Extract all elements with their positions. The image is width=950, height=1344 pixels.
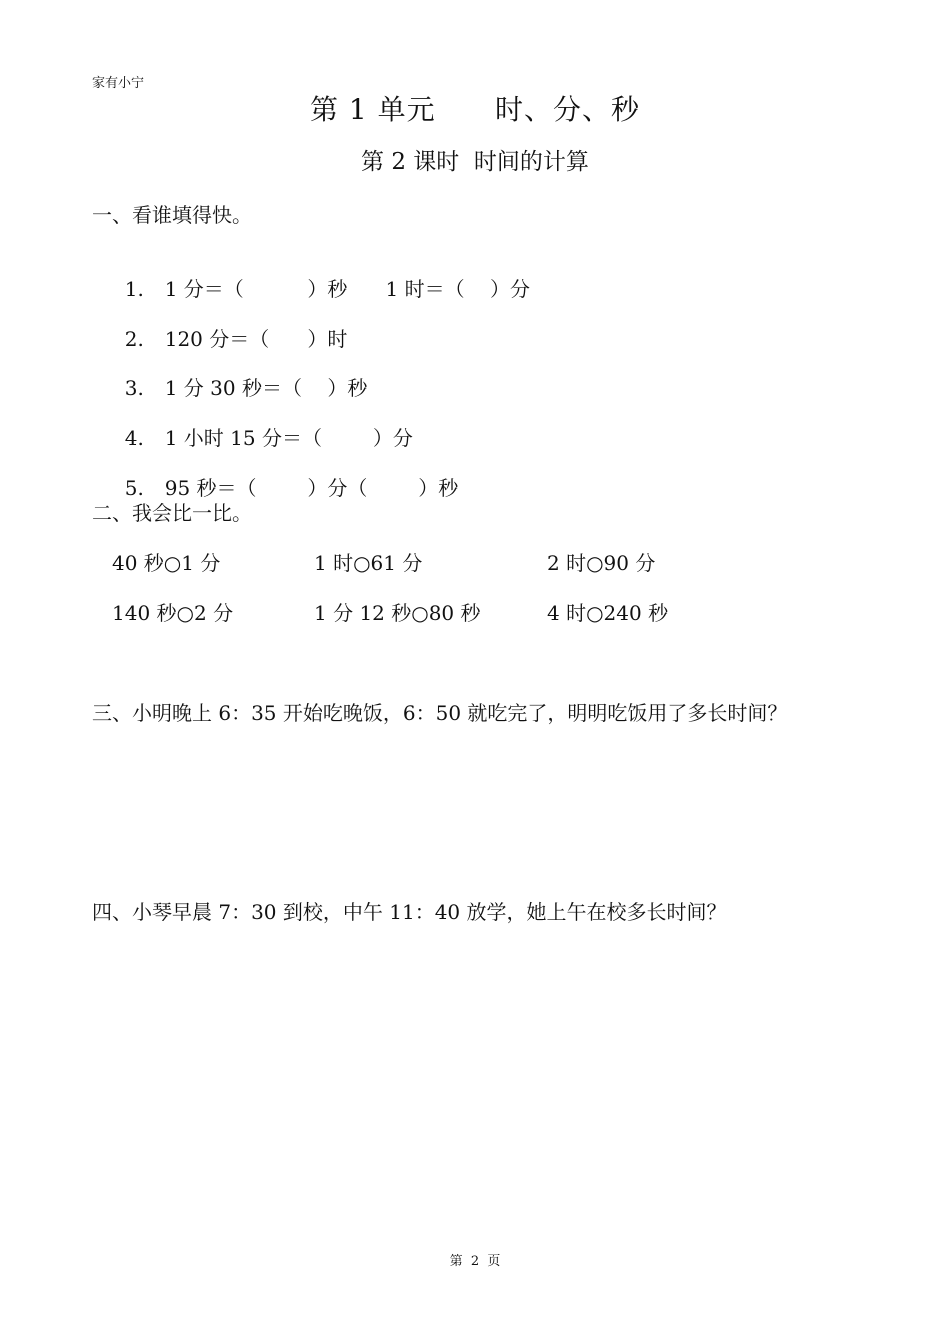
fill-item (112, 448, 458, 501)
item-number: 5. (124, 476, 144, 500)
fill-item (112, 249, 530, 302)
compare-item: 40 秒○1 分 (112, 551, 221, 575)
item-number: 4. (124, 426, 144, 450)
item-text: 95 秒＝（ ）分（ ）秒 (164, 476, 459, 500)
fill-item (112, 398, 413, 451)
item-text: 1 分 30 秒＝（ ）秒 (164, 376, 368, 400)
compare-item: 140 秒○2 分 (112, 601, 234, 625)
unit-title: 第 1 单元 时、分、秒 (309, 93, 641, 126)
fill-item (112, 348, 367, 401)
section1-heading: 一、看谁填得快。 (92, 203, 252, 227)
item-text: 1 分＝（ ）秒 1 时＝（ ）分 (164, 277, 531, 301)
lesson-title: 第 2 课时 时间的计算 (361, 149, 589, 175)
compare-item: 4 时○240 秒 (547, 601, 669, 625)
fill-item (112, 299, 347, 352)
item-text: 1 小时 15 分＝（ ）分 (164, 426, 413, 450)
page-number: 第 2 页 (449, 1254, 501, 1269)
section3-question: 三、小明晚上 6：35 开始吃晚饭，6：50 就吃完了，明明吃饭用了多长时间？ (92, 701, 788, 725)
section2-heading: 二、我会比一比。 (92, 501, 252, 525)
compare-item: 1 分 12 秒○80 秒 (314, 601, 481, 625)
item-number: 3. (124, 376, 144, 400)
compare-item: 2 时○90 分 (547, 551, 656, 575)
section4-question: 四、小琴早晨 7：30 到校，中午 11：40 放学，她上午在校多长时间？ (92, 900, 727, 924)
item-text: 120 分＝（ ）时 (164, 327, 348, 351)
item-number: 1. (124, 277, 144, 301)
item-number: 2. (124, 327, 144, 351)
header-note: 家有小宁 (92, 76, 145, 91)
compare-item: 1 时○61 分 (314, 551, 423, 575)
